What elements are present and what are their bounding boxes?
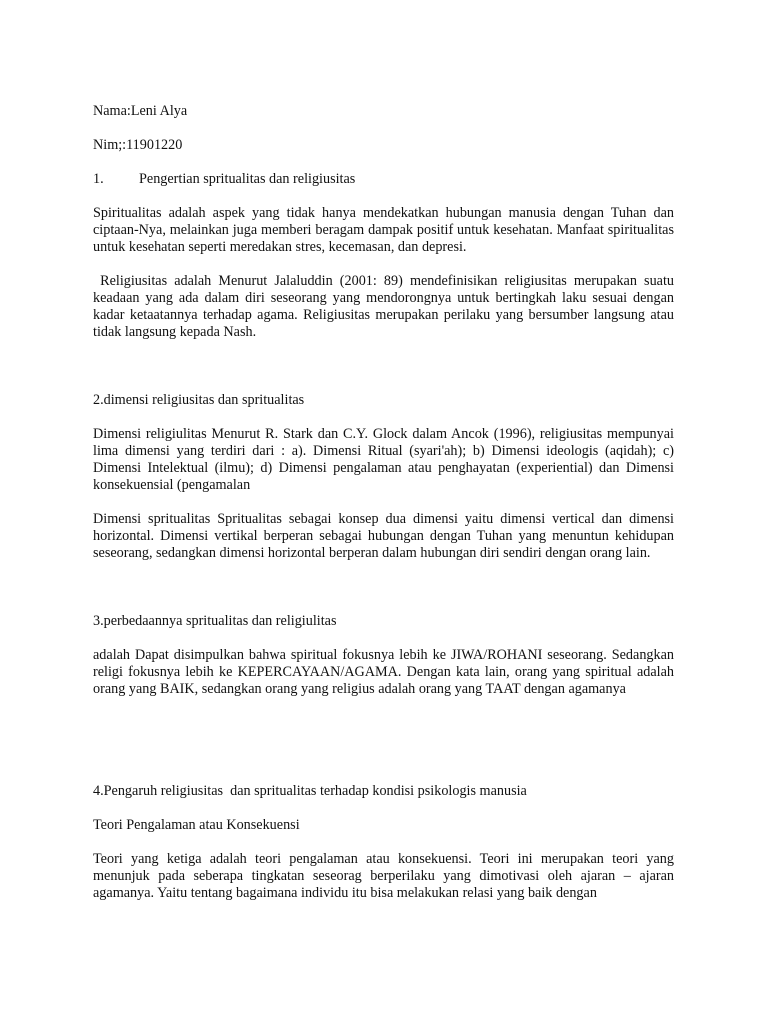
section-1-title: Pengertian spritualitas dan religiusitas bbox=[139, 171, 356, 187]
section-1-paragraph-1: Spiritualitas adalah aspek yang tidak hanya mendekatkan hubungan manusia dengan Tuhan dan ciptaan-Nya, melainkan juga memberi beragam dampak positif untuk kesehatan. Manfaat spiritualitas untuk kesehatan seperti meredakan stres, kecemasan, dan depresi. bbox=[93, 205, 674, 255]
section-2-paragraph-1: Dimensi religiulitas Menurut R. Stark dan C.Y. Glock dalam Ancok (1996), religiusitas mempunyai lima dimensi yang terdiri dari : a). Dimensi Ritual (syari'ah); b) Dimensi ideologis (aqidah); c) Dimensi Intelektual (ilmu); d) Dimensi pengalaman atau penghayatan (experiential) dan Dimensi konsekuensial (pengamalan bbox=[93, 426, 674, 493]
student-name: Nama:Leni Alya bbox=[93, 103, 188, 119]
section-3-heading: 3.perbedaannya spritualitas dan religiulitas bbox=[93, 613, 337, 629]
section-2-heading: 2.dimensi religiusitas dan spritualitas bbox=[93, 392, 305, 408]
section-1-paragraph-2: Religiusitas adalah Menurut Jalaluddin (2001: 89) mendefinisikan religiusitas merupakan suatu keadaan yang ada dalam diri seseorang yang mendorongnya untuk bertingkah laku sesuai dengan kadar ketaatannya terhadap agama. Religiusitas merupakan perilaku yang bersumber langsung atau tidak langsung kepada Nash. bbox=[93, 273, 678, 340]
section-2-paragraph-2: Dimensi spritualitas Spritualitas sebagai konsep dua dimensi yaitu dimensi vertical dan dimensi horizontal. Dimensi vertikal berperan sebagai hubungan dengan Tuhan yang menuntun kehidupan seseorang, sedangkan dimensi horizontal berperan dalam hubungan diri sendiri dengan orang lain. bbox=[93, 511, 674, 561]
section-4-heading: 4.Pengaruh religiusitas dan spritualitas terhadap kondisi psikologis manusia bbox=[93, 783, 527, 799]
section-1-heading bbox=[93, 171, 674, 188]
section-4-paragraph-1: Teori yang ketiga adalah teori pengalaman atau konsekuensi. Teori ini merupakan teori yang menunjuk pada seberapa tingkatan seseorag berperilaku yang dimotivasi oleh ajaran – ajaran agamanya. Yaitu tentang bagaimana individu itu bisa melakukan relasi yang baik dengan bbox=[93, 851, 674, 901]
student-nim: Nim;:11901220 bbox=[93, 137, 183, 153]
section-1-number: 1. bbox=[93, 171, 104, 187]
section-4-subheading: Teori Pengalaman atau Konsekuensi bbox=[93, 817, 300, 833]
section-3-paragraph-1: adalah Dapat disimpulkan bahwa spiritual fokusnya lebih ke JIWA/ROHANI seseorang. Sedangkan religi fokusnya lebih ke KEPERCAYAAN/AGAMA. Dengan kata lain, orang yang spiritual adalah orang yang BAIK, sedangkan orang yang religius adalah orang yang TAAT dengan agamanya bbox=[93, 647, 674, 697]
